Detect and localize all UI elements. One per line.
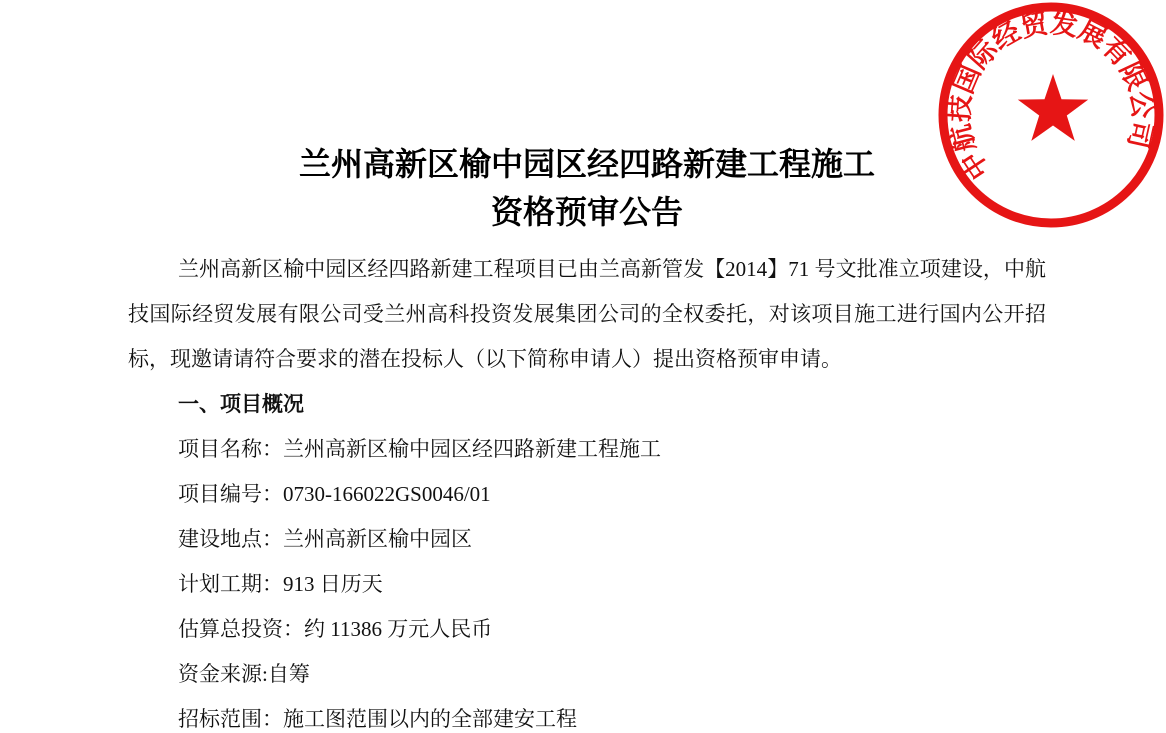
intro-line-3: 标，现邀请请符合要求的潜在投标人（以下简称申请人）提出资格预审申请。	[128, 347, 842, 371]
intro-line-1: 兰州高新区榆中园区经四路新建工程项目已由兰高新管发【2014】71 号文批准立项建设，中航	[178, 257, 1046, 281]
title-line-2: 资格预审公告	[490, 194, 683, 230]
item-bidding-scope: 招标范围：施工图范围以内的全部建安工程	[178, 707, 577, 731]
title-line-1: 兰州高新区榆中园区经四路新建工程施工	[298, 146, 875, 182]
document-title	[128, 140, 1046, 236]
seal-star-icon	[1018, 74, 1088, 141]
document-content	[128, 140, 1046, 733]
section-heading: 一、项目概况	[178, 392, 304, 416]
seal-company-text: 中航技国际经贸发展有限公司	[944, 8, 1158, 185]
item-planned-duration: 计划工期：913 日历天	[178, 572, 383, 596]
item-estimated-investment: 估算总投资：约 11386 万元人民币	[178, 617, 493, 641]
item-location: 建设地点：兰州高新区榆中园区	[178, 527, 472, 551]
intro-line-2: 技国际经贸发展有限公司受兰州高科投资发展集团公司的全权委托，对该项目施工进行国内公开招	[128, 302, 1046, 326]
item-project-number: 项目编号：0730-166022GS0046/01	[178, 482, 491, 506]
item-project-name: 项目名称：兰州高新区榆中园区经四路新建工程施工	[178, 437, 661, 461]
intro-paragraph	[128, 247, 1046, 382]
item-funding-source: 资金来源:自筹	[178, 662, 310, 686]
